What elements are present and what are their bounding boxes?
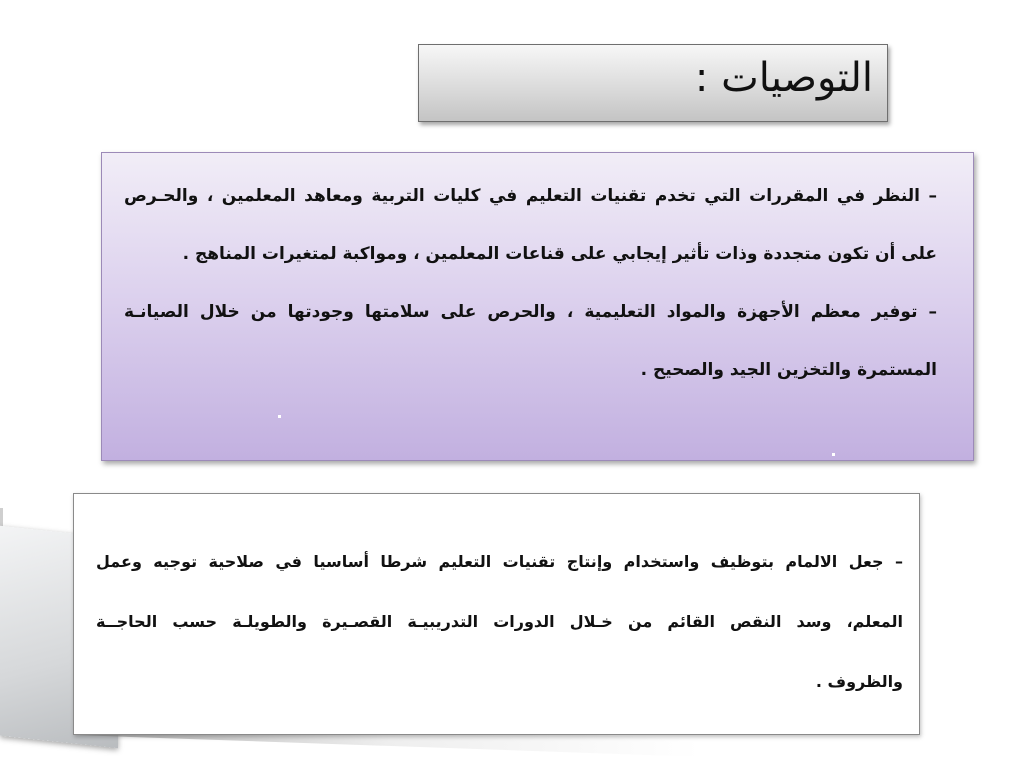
recommendation-line: المعلم، وسد النقص القائم من خـلال الدورات التدريبيـة القصـيرة والطويلـة حسب الحاجــة xyxy=(96,612,903,631)
title-box xyxy=(418,44,888,122)
speck-decoration xyxy=(832,453,835,456)
recommendation-line: المستمرة والتخزين الجيد والصحيح . xyxy=(640,360,937,380)
speck-decoration xyxy=(278,415,281,418)
recommendations-box-1 xyxy=(101,152,974,461)
recommendation-line: – توفير معظم الأجهزة والمواد التعليمية ، والحرص على سلامتها وجودتها من خلال الصيانـة xyxy=(124,302,937,322)
recommendation-line: – جعل الالمام بتوظيف واستخدام وإنتاج تقنيات التعليم شرطا أساسيا في صلاحية توجيه وعمل xyxy=(96,552,903,571)
recommendation-line: والظروف . xyxy=(815,672,903,691)
page-title: التوصيات : xyxy=(694,55,873,101)
recommendation-line: على أن تكون متجددة وذات تأثير إيجابي على قناعات المعلمين ، ومواكبة لمتغيرات المناهج . xyxy=(182,244,937,264)
recommendation-line: – النظر في المقررات التي تخدم تقنيات التعليم في كليات التربية ومعاهد المعلمين ، والحـرص xyxy=(124,186,937,206)
recommendations-box-2 xyxy=(73,493,920,735)
